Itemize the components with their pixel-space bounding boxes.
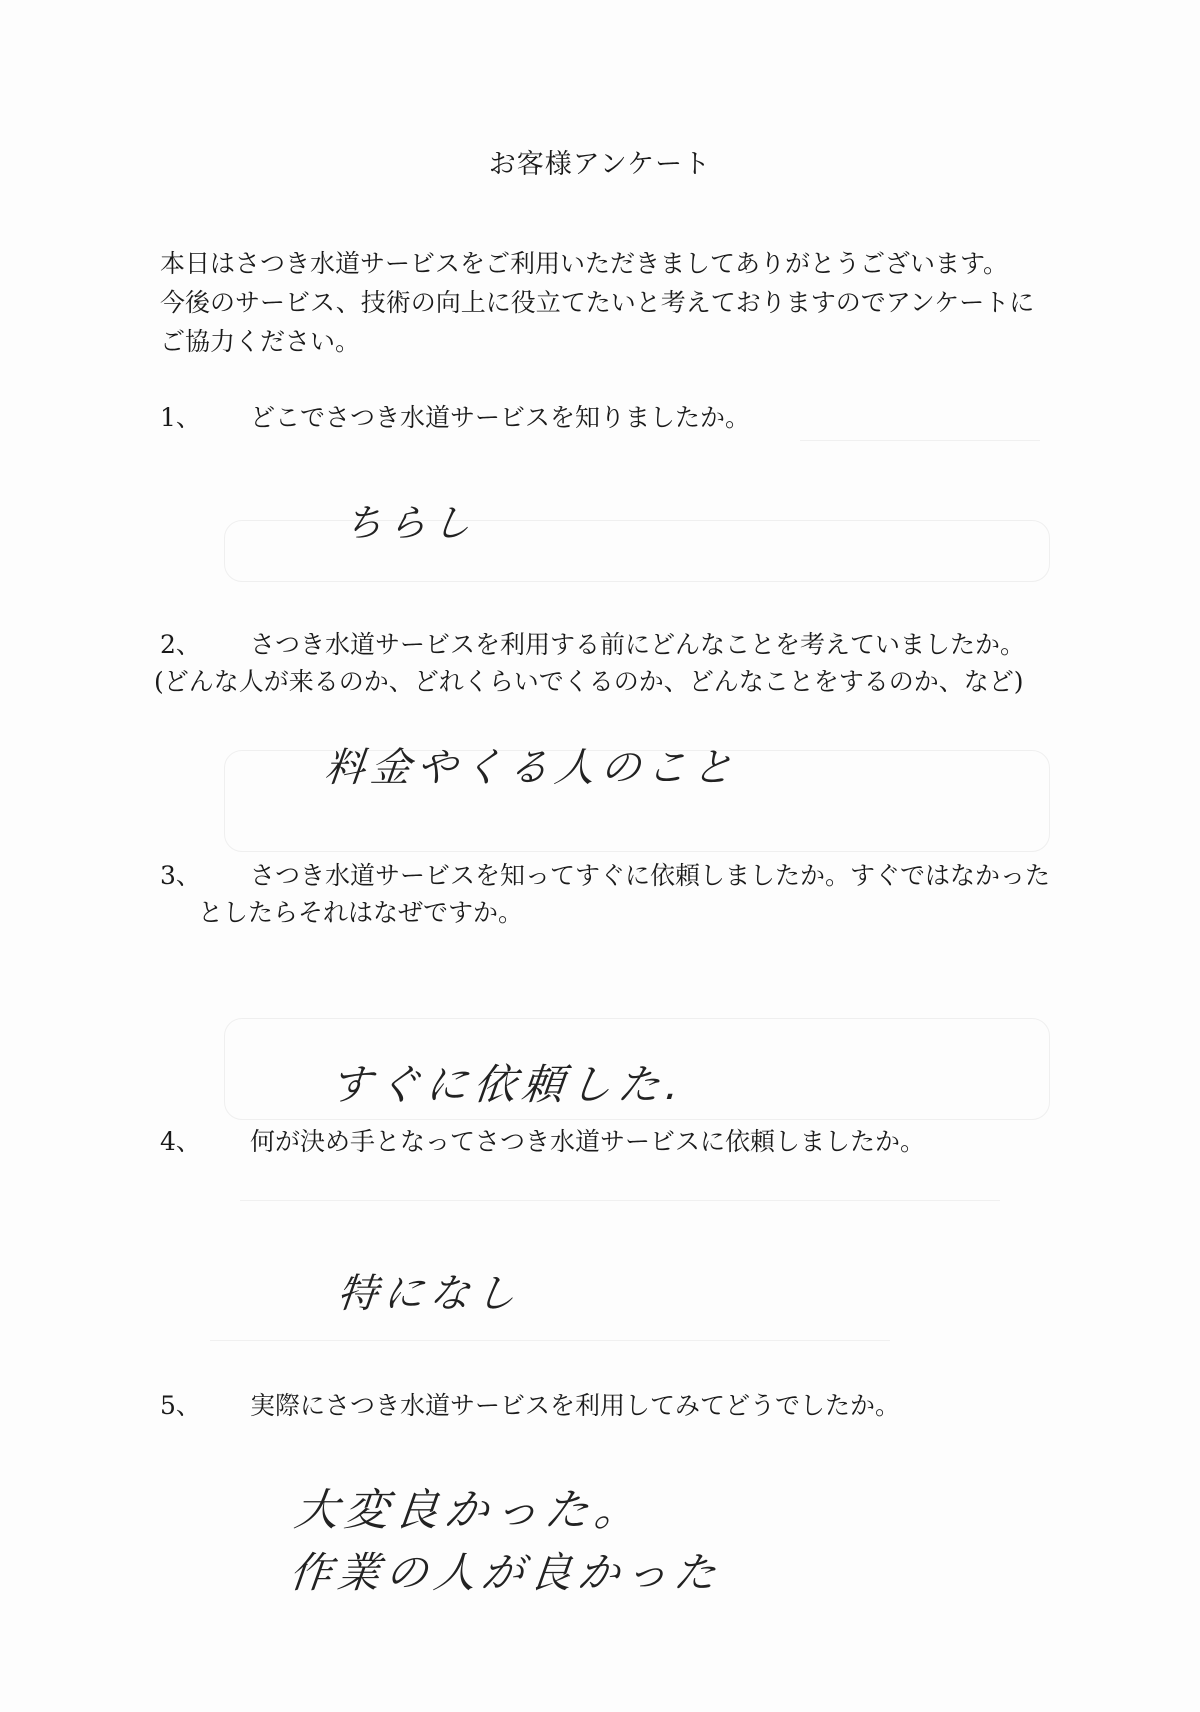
- handwritten-answer-2: 料金やくる人のこと: [322, 745, 742, 791]
- question-2: [0, 625, 1200, 665]
- question-number: 1、: [160, 403, 201, 432]
- question-number: 3、: [160, 861, 201, 890]
- question-4: [0, 1122, 1200, 1162]
- question-text: どこでさつき水道サービスを知りましたか。: [250, 403, 751, 432]
- question-text: さつき水道サービスを知ってすぐに依頼しましたか。すぐではなかった: [250, 861, 1051, 890]
- question-3-subtext: としたらそれはなぜですか。: [198, 898, 524, 927]
- question-5: [0, 1386, 1200, 1426]
- intro-paragraph: [160, 244, 1090, 361]
- question-number: 4、: [160, 1127, 201, 1156]
- question-number: 2、: [160, 630, 201, 659]
- question-3: [0, 856, 1200, 896]
- handwritten-answer-5-line-2: 作業の人が良かった: [287, 1548, 725, 1597]
- question-2-subtext: (どんな人が来るのか、どれくらいでくるのか、どんなことをするのか、など): [154, 667, 1024, 696]
- question-number: 5、: [160, 1391, 201, 1420]
- handwritten-answer-4: 特になし: [335, 1271, 525, 1317]
- question-text: さつき水道サービスを利用する前にどんなことを考えていましたか。: [250, 630, 1026, 659]
- handwritten-answer-1: ちらし: [342, 501, 479, 545]
- question-text: 実際にさつき水道サービスを利用してみてどうでしたか。: [250, 1391, 901, 1420]
- handwritten-answer-5-line-1: 大変良かった。: [291, 1485, 648, 1536]
- handwritten-answer-3: すぐに依頼した.: [327, 1060, 688, 1109]
- question-text: 何が決め手となってさつき水道サービスに依頼しましたか。: [250, 1127, 926, 1156]
- show-through-line: [800, 440, 1040, 441]
- intro-line: ご協力ください。: [160, 327, 361, 356]
- question-1: [0, 398, 1200, 438]
- page-title: お客様アンケート: [488, 149, 712, 180]
- intro-line: 本日はさつき水道サービスをご利用いただきましてありがとうございます。: [160, 249, 1009, 278]
- show-through-line: [210, 1340, 890, 1341]
- intro-line: 今後のサービス、技術の向上に役立てたいと考えておりますのでアンケートに: [160, 288, 1035, 317]
- show-through-line: [240, 1200, 1000, 1201]
